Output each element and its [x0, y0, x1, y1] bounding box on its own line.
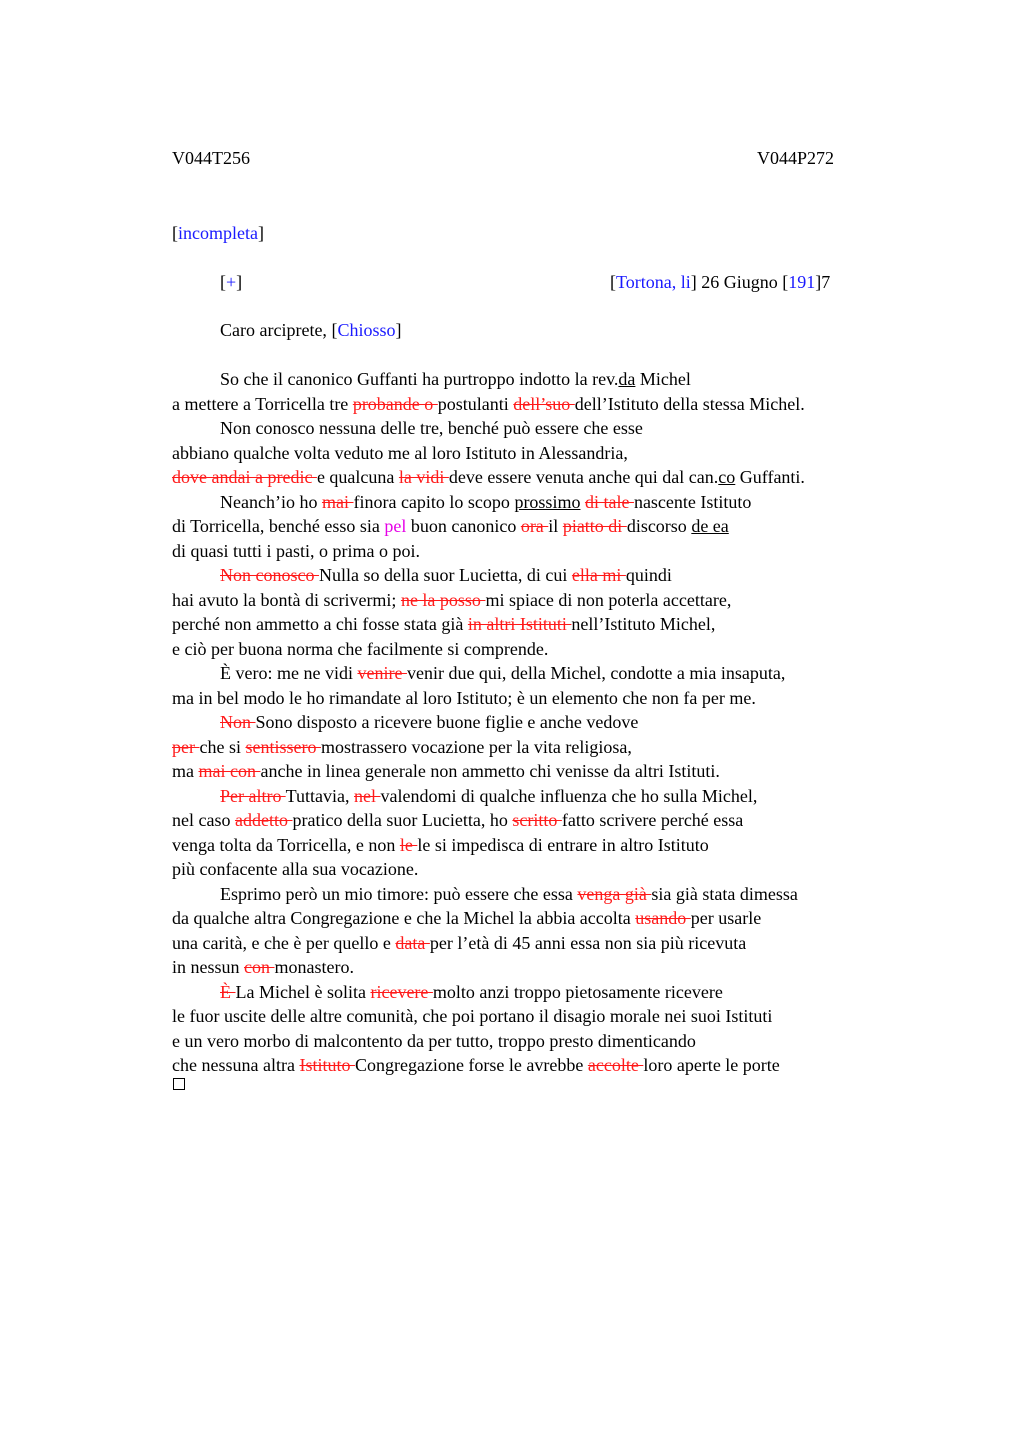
body-line	[172, 687, 756, 709]
line-text: che si	[199, 736, 246, 757]
line-text: nascente Istituto	[633, 491, 752, 512]
line-text: mostrassero vocazione per la vita religiosa,	[320, 736, 632, 757]
body-line	[220, 883, 798, 905]
deleted-text: data	[395, 932, 430, 953]
body-line	[220, 711, 638, 733]
deleted-text: ricevere	[370, 981, 433, 1002]
line-text: hai avuto la bontà di scrivermi;	[172, 589, 401, 610]
body-line	[172, 393, 805, 415]
line-text: Non conosco nessuna delle tre, benché può essere che esse	[220, 418, 643, 438]
cross-mark: [+]	[220, 272, 243, 292]
line-text: ma	[172, 761, 199, 781]
line-text: finora capito lo scopo	[353, 491, 515, 512]
line-text: Neanch’io ho	[220, 491, 322, 512]
deleted-text: Non conosco	[220, 565, 319, 585]
body-line	[172, 907, 761, 929]
body-line	[172, 736, 632, 758]
body-line	[220, 368, 691, 390]
deleted-text: nel	[354, 785, 381, 806]
line-text: pratico della suor Lucietta, ho	[292, 810, 513, 830]
deleted-text: la vidi	[398, 467, 449, 487]
body-line	[172, 1030, 696, 1052]
deleted-text: Non	[220, 712, 256, 732]
line-text: deve essere venuta anche qui dal can.	[448, 467, 719, 487]
document-code-left: V044T256	[172, 148, 250, 168]
line-text: in nessun	[172, 957, 244, 977]
line-text: ma in bel modo le ho rimandate al loro Istituto; è un elemento che non fa per me.	[172, 687, 756, 708]
line-text: le fuor uscite delle altre comunità, che poi portano il disagio morale nei suoi Istituti	[172, 1006, 773, 1026]
line-text: monastero.	[274, 957, 354, 977]
date-place: Tortona, li	[616, 272, 691, 292]
line-text: Guffanti.	[735, 467, 805, 487]
deleted-text: piatto di	[562, 516, 627, 536]
deleted-text: Per altro	[220, 785, 286, 806]
line-text: È vero: me ne vidi	[220, 663, 358, 683]
deleted-text: venire	[357, 663, 407, 683]
body-line	[172, 1054, 780, 1076]
line-text: il	[548, 516, 563, 536]
deleted-text: mai con	[198, 761, 261, 781]
line-text: Congregazione forse le avrebbe	[354, 1055, 588, 1075]
salutation: Caro arciprete, [Chiosso]	[220, 320, 402, 340]
inserted-text: pel	[384, 516, 407, 536]
underlined-text: de ea	[691, 516, 729, 536]
line-text: nel caso	[172, 810, 235, 830]
deleted-text: addetto	[234, 810, 293, 830]
deleted-text: dell’suo	[513, 393, 575, 414]
line-text: postulanti	[437, 393, 514, 414]
line-text: buon canonico	[406, 516, 521, 536]
line-text: loro aperte le porte	[643, 1055, 780, 1075]
line-text: molto anzi troppo pietosamente ricevere	[432, 981, 723, 1002]
date-text: 26 Giugno	[696, 272, 783, 292]
body-line	[172, 466, 805, 488]
body-line	[220, 662, 785, 684]
line-text: di quasi tutti i pasti, o prima o poi.	[172, 540, 420, 561]
body-line	[172, 834, 709, 856]
line-text: da qualche altra Congregazione e che la Michel la abbia accolta	[172, 908, 636, 928]
line-text: Tuttavia,	[285, 785, 354, 806]
body-line	[172, 932, 746, 954]
line-text: che nessuna altra	[172, 1055, 300, 1075]
body-line	[172, 956, 354, 978]
body-line	[172, 858, 418, 880]
line-text: una carità, e che è per quello e	[172, 932, 396, 953]
deleted-text: in altri Istituti	[467, 614, 572, 634]
line-text: abbiano qualche volta veduto me al loro Istituto in Alessandria,	[172, 442, 628, 463]
line-text: nell’Istituto Michel,	[571, 614, 716, 634]
line-text: Sono disposto a ricevere buone figlie e anche vedove	[255, 712, 639, 732]
line-text: dell’Istituto della stessa Michel.	[574, 393, 805, 414]
document-code-right: V044P272	[757, 148, 835, 168]
body-line	[172, 809, 743, 831]
line-text: anche in linea generale non ammetto chi venisse da altri Istituti.	[260, 761, 720, 781]
deleted-text: le	[399, 834, 418, 855]
line-text: le si impedisca di entrare in altro Istituto	[417, 834, 709, 855]
line-text: mi spiace di non poterla accettare,	[485, 589, 732, 610]
line-text: valendomi di qualche influenza che ho sulla Michel,	[380, 785, 758, 806]
line-text: Michel	[635, 369, 691, 389]
date-line: [Tortona, li] 26 Giugno [191]7	[610, 272, 831, 292]
salutation-text: Caro arciprete,	[220, 320, 332, 340]
body-line	[172, 589, 731, 611]
line-text: e qualcuna	[316, 467, 399, 487]
underlined-text: co	[718, 467, 736, 487]
body-line	[172, 638, 548, 660]
deleted-text: per	[172, 736, 200, 757]
deleted-text: ora	[520, 516, 549, 536]
deleted-text: dove andai a predic	[172, 467, 317, 487]
status-note-text: incompleta	[178, 223, 258, 243]
underlined-text: prossimo	[514, 491, 581, 512]
deleted-text: con	[244, 957, 275, 977]
deleted-text: di tale	[584, 491, 634, 512]
status-note: [incompleta]	[172, 223, 264, 243]
salutation-name: Chiosso	[337, 320, 396, 340]
body-line	[172, 442, 628, 464]
line-text: So che il canonico Guffanti ha purtroppo indotto la rev.	[220, 369, 619, 389]
deleted-text: accolte	[587, 1055, 644, 1075]
line-text: a mettere a Torricella tre	[172, 393, 353, 414]
line-text: venga tolta da Torricella, e non	[172, 834, 400, 855]
cross-symbol: +	[226, 272, 237, 292]
body-line	[220, 981, 723, 1003]
body-line	[220, 417, 643, 439]
deleted-text: probande o	[352, 393, 438, 414]
line-text: più confacente alla sua vocazione.	[172, 859, 419, 879]
deleted-text: È	[220, 981, 236, 1002]
line-text: di Torricella, benché esso sia	[172, 516, 385, 536]
line-text: fatto scrivere perché essa	[561, 810, 744, 830]
body-line	[220, 491, 751, 513]
line-text: per l’età di 45 anni essa non sia più ricevuta	[429, 932, 747, 953]
date-year-suffix: 7	[821, 272, 831, 292]
body-line	[220, 785, 757, 807]
deleted-text: Istituto	[299, 1055, 355, 1075]
body-line	[172, 613, 715, 635]
deleted-text: ella mi	[571, 565, 626, 585]
date-year-prefix: 191	[788, 272, 816, 292]
line-text: sia già stata dimessa	[651, 883, 798, 904]
line-text: per usarle	[690, 908, 762, 928]
line-text: La Michel è solita	[235, 981, 371, 1002]
deleted-text: scritto	[512, 810, 562, 830]
body-line	[172, 760, 720, 782]
line-text: perché non ammetto a chi fosse stata già	[172, 614, 468, 634]
line-text: Esprimo però un mio timore: può essere che essa	[220, 883, 578, 904]
body-line	[172, 1005, 772, 1027]
line-text: Nulla so della suor Lucietta, di cui	[318, 565, 572, 585]
line-text: quindi	[625, 565, 672, 585]
body-line	[172, 515, 729, 537]
line-text: discorso	[626, 516, 692, 536]
line-text: e ciò per buona norma che facilmente si comprende.	[172, 638, 549, 659]
deleted-text: sentissero	[245, 736, 321, 757]
line-text: e un vero morbo di malcontento da per tutto, troppo presto dimenticando	[172, 1030, 696, 1051]
body-line	[220, 564, 672, 586]
deleted-text: usando	[635, 908, 691, 928]
deleted-text: ne la posso	[400, 589, 486, 610]
end-marker-box	[173, 1078, 185, 1090]
underlined-text: da	[618, 369, 636, 389]
deleted-text: venga già	[577, 883, 652, 904]
body-line	[172, 540, 420, 562]
line-text: venir due qui, della Michel, condotte a mia insaputa,	[406, 663, 786, 683]
deleted-text: mai	[321, 491, 354, 512]
